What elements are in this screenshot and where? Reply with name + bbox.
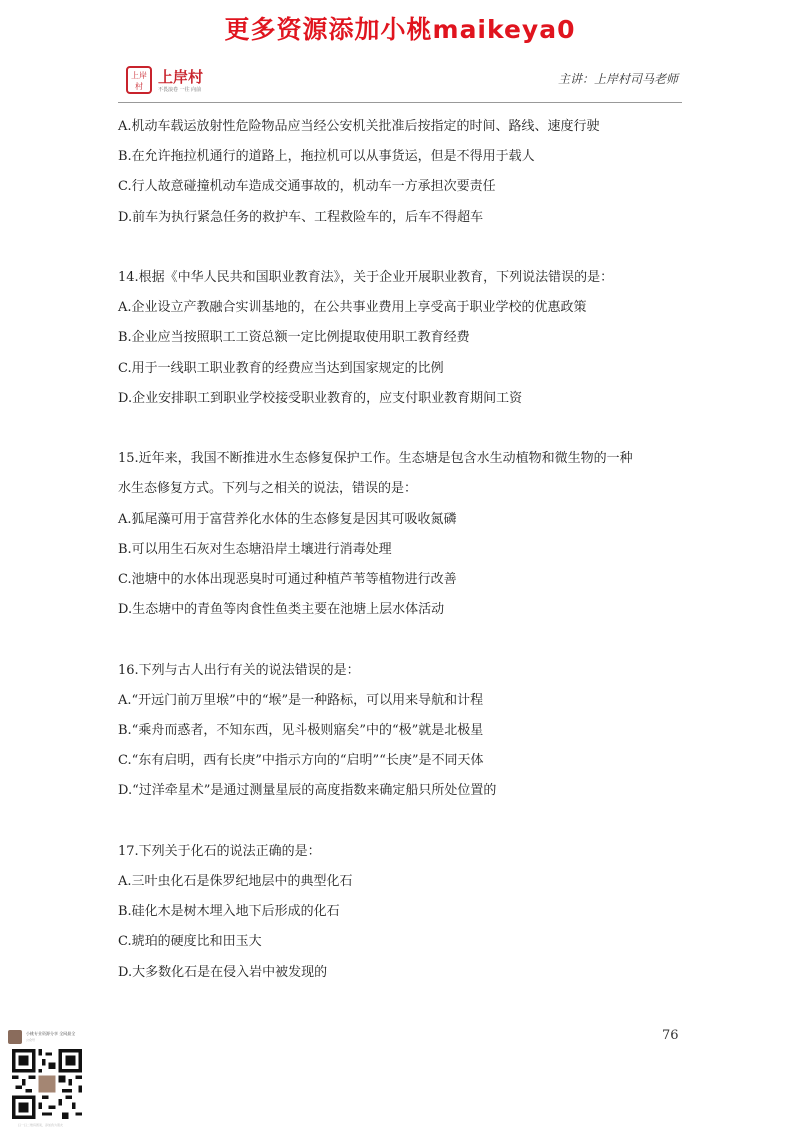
q15-stem-line1: 15.近年来，我国不断推进水生态修复保护工作。生态塘是包含水生动植物和微生物的一种 xyxy=(118,451,633,467)
q16-option-d: D.“过洋牵星术”是通过测量星辰的高度指数来确定船只所处位置的 xyxy=(118,783,497,799)
q13-option-d: D.前车为执行紧急任务的救护车、工程救险车的，后车不得超车 xyxy=(118,209,484,225)
q15-option-b: B.可以用生石灰对生态塘沿岸土壤进行消毒处理 xyxy=(118,541,392,557)
q14-option-a: A.企业设立产教融合实训基地的，在公共事业费用上享受高于职业学校的优惠政策 xyxy=(118,300,587,316)
q13-option-c: C.行人故意碰撞机动车造成交通事故的，机动车一方承担次要责任 xyxy=(118,179,496,195)
q15-option-a: A.狐尾藻可用于富营养化水体的生态修复是因其可吸收氮磷 xyxy=(118,511,457,527)
logo-tagline: 不畏浪卷 一往 向前 xyxy=(158,87,202,93)
page-number: 76 xyxy=(662,1028,679,1043)
q16-option-c: C.“东有启明，西有长庚”中指示方向的“启明”“长庚”是不同天体 xyxy=(118,753,484,769)
q15-option-d: D.生态塘中的青鱼等肉食性鱼类主要在池塘上层水体活动 xyxy=(118,602,445,618)
spacer xyxy=(118,807,688,837)
promo-card xyxy=(8,1030,88,1130)
q17-stem: 17.下列关于化石的说法正确的是： xyxy=(118,843,321,859)
qr-code-icon[interactable] xyxy=(12,1049,82,1119)
question-content xyxy=(118,112,688,988)
spacer xyxy=(118,414,688,444)
promo-title: 小桃专业资源分享 全网最全 xyxy=(26,1031,76,1036)
q16-option-b: B.“乘舟而惑者，不知东西，见斗极则寤矣”中的“极”就是北极星 xyxy=(118,723,484,739)
q17-option-d: D.大多数化石是在侵入岩中被发现的 xyxy=(118,964,328,980)
lecturer-credit: 主讲：上岸村司马老师 xyxy=(557,72,678,86)
avatar xyxy=(8,1030,22,1044)
q13-option-a: A.机动车载运放射性危险物品应当经公安机关批准后按指定的时间、路线、速度行驶 xyxy=(118,119,600,134)
q15-option-c: C.池塘中的水体出现恶臭时可通过种植芦苇等植物进行改善 xyxy=(118,572,457,588)
q14-option-d: D.企业安排职工到职业学校接受职业教育的，应支付职业教育期间工资 xyxy=(118,390,523,406)
q14-stem: 14.根据《中华人民共和国职业教育法》，关于企业开展职业教育，下列说法错误的是： xyxy=(118,270,614,285)
watermark-banner: 更多资源添加小桃maikeya0 xyxy=(224,15,576,44)
q17-option-a: A.三叶虫化石是侏罗纪地层中的典型化石 xyxy=(118,874,353,890)
q14-option-c: C.用于一线职工职业教育的经费应当达到国家规定的比例 xyxy=(118,360,444,376)
logo-name: 上岸村 xyxy=(158,68,204,86)
promo-subtitle: 公众号 xyxy=(26,1038,36,1042)
page-header xyxy=(118,62,682,103)
q17-option-b: B.硅化木是树木埋入地下后形成的化石 xyxy=(118,904,340,920)
q16-option-a: A.“开远门前万里堠”中的“堠”是一种路标，可以用来导航和计程 xyxy=(118,692,484,708)
logo-mark-icon: 上岸村 xyxy=(126,66,152,94)
q17-option-c: C.琥珀的硬度比和田玉大 xyxy=(118,934,262,950)
q15-stem-line2: 水生态修复方式。下列与之相关的说法，错误的是： xyxy=(118,481,418,497)
q13-option-b: B.在允许拖拉机通行的道路上，拖拉机可以从事货运，但是不得用于载人 xyxy=(118,149,535,165)
brand-logo xyxy=(126,64,236,98)
promo-footer: 扫一扫二维码图案，添加我为朋友 xyxy=(18,1123,64,1127)
spacer xyxy=(118,625,688,655)
q14-option-b: B.企业应当按照职工工资总额一定比例提取使用职工教育经费 xyxy=(118,330,470,346)
q16-stem: 16.下列与古人出行有关的说法错误的是： xyxy=(118,662,360,678)
spacer xyxy=(118,233,688,263)
